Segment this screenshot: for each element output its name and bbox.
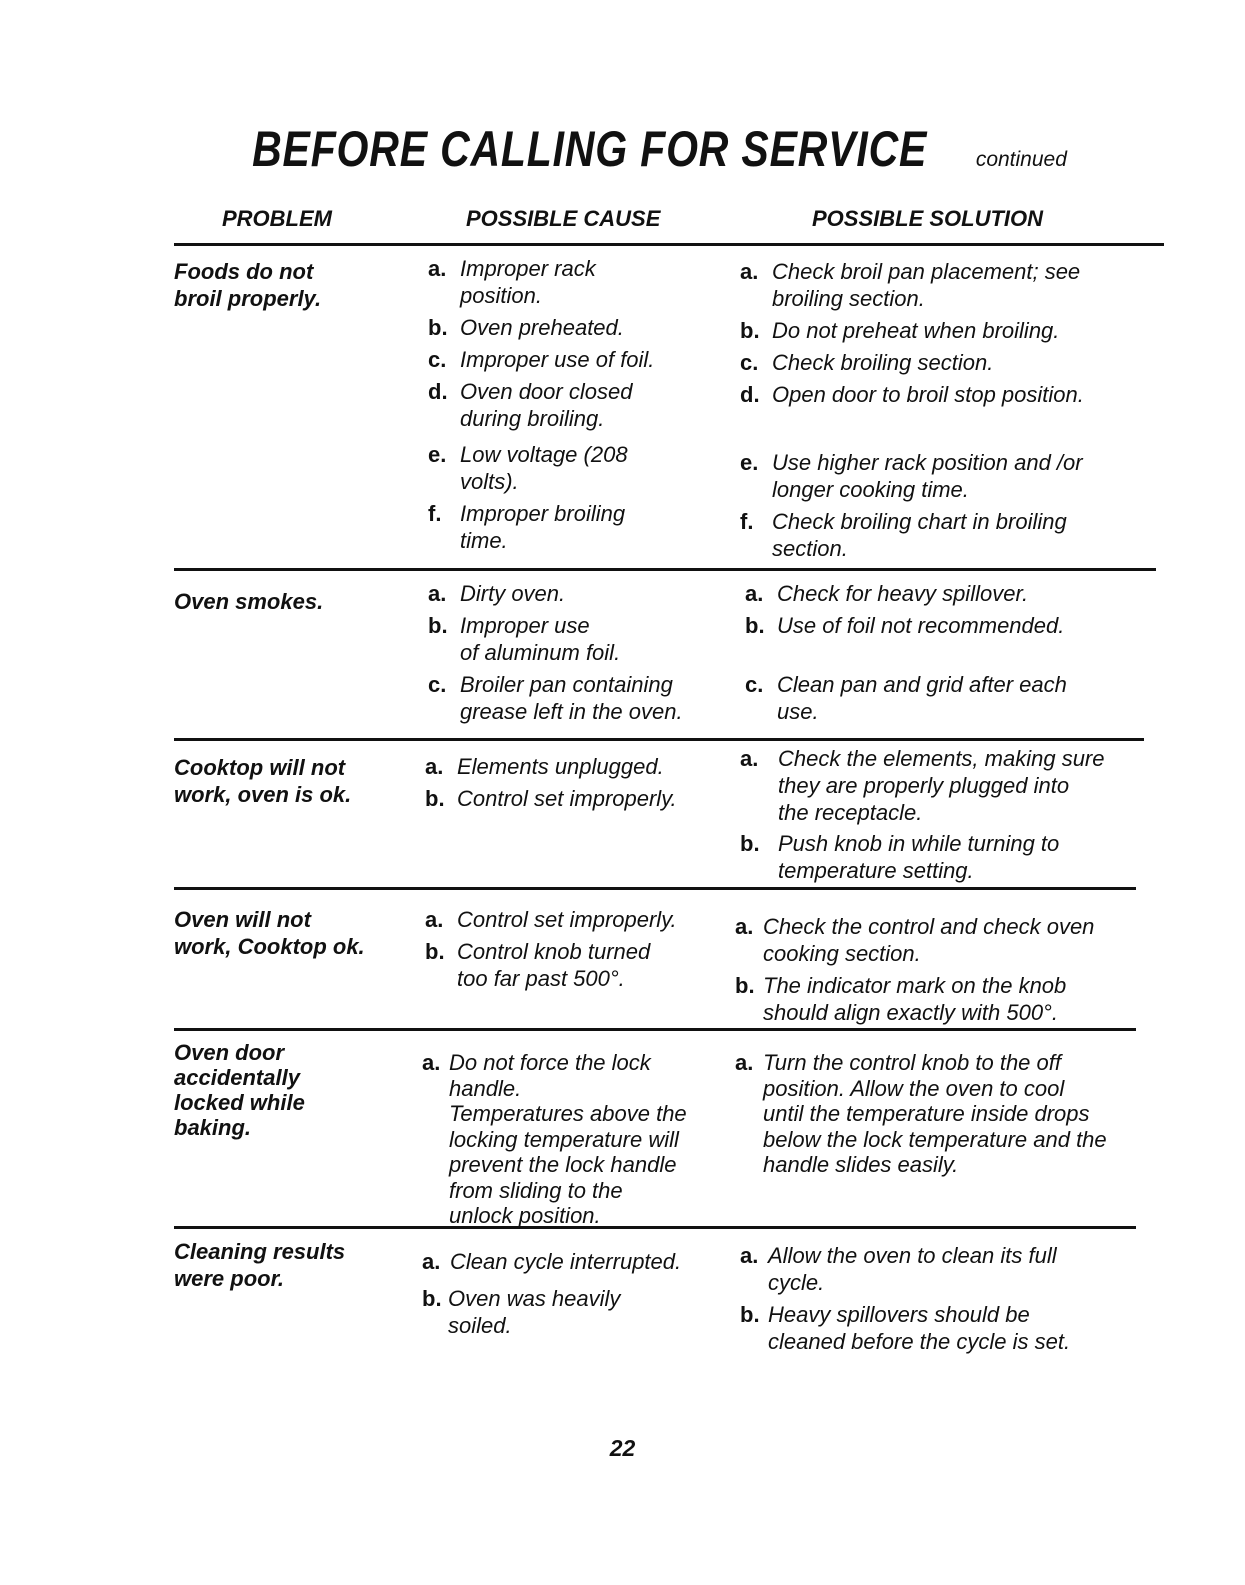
cause-item <box>428 612 728 666</box>
page-number: 22 <box>609 1435 636 1461</box>
item-text: Elements unplugged. <box>457 754 664 779</box>
problem-text: Oven smokes. <box>174 589 324 614</box>
problem-text: Foods do not broil properly. <box>174 259 322 311</box>
divider <box>174 887 1136 890</box>
item-text: Low voltage (208 volts). <box>460 442 628 494</box>
solution-item <box>740 449 1140 503</box>
solution-item <box>745 580 1145 607</box>
item-text: Improper use of aluminum foil. <box>460 613 621 665</box>
cause-list <box>425 906 725 992</box>
solution-item <box>745 612 1145 639</box>
solution-item <box>740 349 1140 376</box>
solution-item <box>740 317 1140 344</box>
item-text: Dirty oven. <box>460 581 566 606</box>
item-text: Allow the oven to clean its full cycle. <box>768 1243 1057 1295</box>
cause-item <box>428 378 728 432</box>
solution-item <box>740 1242 1140 1296</box>
item-text: Heavy spillovers should be cleaned before the cycle is set. <box>768 1302 1071 1354</box>
item-label: b. <box>428 315 448 340</box>
cause-item <box>425 753 725 780</box>
cause-item <box>428 580 728 607</box>
item-label: d. <box>428 379 448 404</box>
solution-list <box>740 258 1140 562</box>
item-text: Control set improperly. <box>457 907 677 932</box>
item-text: Control knob turned too far past 500°. <box>457 939 651 991</box>
problem-text: Oven door accidentally locked while baking. <box>174 1040 305 1140</box>
item-text: Check for heavy spillover. <box>777 581 1029 606</box>
item-label: d. <box>740 382 760 407</box>
item-text: Improper rack position. <box>460 256 596 308</box>
cause-item <box>428 500 728 554</box>
item-text: Oven preheated. <box>460 315 624 340</box>
solution-item <box>735 913 1145 967</box>
solution-item <box>740 1301 1140 1355</box>
title-continued: continued <box>975 148 1067 171</box>
item-text: Clean cycle interrupted. <box>450 1249 682 1274</box>
cause-item <box>425 906 725 933</box>
item-text: Improper use of foil. <box>460 347 655 372</box>
cause-item <box>428 255 728 309</box>
cause-item <box>425 785 725 812</box>
item-label: a. <box>735 1050 754 1075</box>
cause-item <box>425 938 725 992</box>
item-text: Check broil pan placement; see broiling section. <box>772 259 1081 311</box>
item-text: Clean pan and grid after each use. <box>777 672 1067 724</box>
solution-item <box>745 671 1145 725</box>
solution-list <box>745 580 1145 725</box>
solution-item <box>740 381 1140 408</box>
item-label: c. <box>745 672 764 697</box>
item-label: a. <box>422 1249 441 1274</box>
item-text: Oven door closed during broiling. <box>460 379 633 431</box>
item-label: a. <box>428 581 447 606</box>
divider <box>174 243 1164 246</box>
solution-list <box>735 913 1145 1026</box>
cause-list <box>428 580 728 725</box>
cause-list <box>422 1050 722 1229</box>
item-text: Open door to broil stop position. <box>772 382 1084 407</box>
cause-item <box>428 671 728 725</box>
solution-item <box>740 508 1140 562</box>
item-label: a. <box>740 746 759 771</box>
item-text: Oven was heavily soiled. <box>448 1286 621 1338</box>
item-text: Check broiling chart in broiling section. <box>772 509 1067 561</box>
item-label: a. <box>740 1243 759 1268</box>
item-label: a. <box>740 259 759 284</box>
cause-item <box>428 314 728 341</box>
item-label: f. <box>428 501 442 526</box>
item-text: Do not preheat when broiling. <box>772 318 1060 343</box>
item-label: a. <box>735 914 754 939</box>
item-label: b. <box>425 786 445 811</box>
problem-text: Cooktop will not work, oven is ok. <box>174 755 352 807</box>
solution-item <box>735 1050 1155 1178</box>
cause-item <box>428 441 728 495</box>
solution-item <box>740 258 1140 312</box>
cause-item <box>422 1248 722 1275</box>
item-label: c. <box>428 347 447 372</box>
header-solution: POSSIBLE SOLUTION <box>812 206 1044 231</box>
item-label: a. <box>422 1050 441 1075</box>
title-main: BEFORE CALLING FOR SERVICE <box>252 121 928 177</box>
item-label: b. <box>745 613 765 638</box>
divider <box>174 738 1144 741</box>
item-label: a. <box>745 581 764 606</box>
cause-list <box>425 753 725 812</box>
item-text: Check the control and check oven cooking section. <box>763 914 1095 966</box>
item-text: Use of foil not recommended. <box>777 613 1065 638</box>
item-label: b. <box>735 973 755 998</box>
item-label: e. <box>428 442 447 467</box>
item-label: a. <box>428 256 447 281</box>
header-cause: POSSIBLE CAUSE <box>466 206 661 231</box>
solution-list <box>735 1050 1155 1178</box>
item-text: Control set improperly. <box>457 786 677 811</box>
solution-item <box>735 972 1145 1026</box>
cause-item <box>428 346 728 373</box>
problem-text: Cleaning results were poor. <box>174 1239 346 1291</box>
item-text: Push knob in while turning to temperature setting. <box>778 831 1060 883</box>
item-label: a. <box>425 754 444 779</box>
item-text: Broiler pan containing grease left in the oven. <box>460 672 683 724</box>
item-label: b. <box>425 939 445 964</box>
item-label: b. <box>740 1302 760 1327</box>
solution-item <box>740 745 1150 826</box>
item-text: The indicator mark on the knob should align exactly with 500°. <box>763 973 1067 1025</box>
item-text: Improper broiling time. <box>460 501 626 553</box>
solution-list <box>740 1242 1140 1355</box>
item-text: Check broiling section. <box>772 350 994 375</box>
item-label: c. <box>740 350 759 375</box>
solution-list <box>740 745 1150 884</box>
header-problem: PROBLEM <box>222 206 332 231</box>
item-text: Turn the control knob to the off position. Allow the oven to cool until the temperature inside drops below the lock temperature and the handle slides easily. <box>763 1050 1107 1177</box>
item-label: f. <box>740 509 754 534</box>
item-label: c. <box>428 672 447 697</box>
item-label: e. <box>740 450 759 475</box>
item-text: Do not force the lock handle. Temperatures above the locking temperature will prevent the lock handle from sliding to the unlock position. <box>449 1050 687 1228</box>
cause-item <box>422 1050 722 1229</box>
solution-item <box>740 830 1150 884</box>
item-text: Use higher rack position and /or longer cooking time. <box>772 450 1083 502</box>
item-label: b. <box>740 831 760 856</box>
problem-text: Oven will not work, Cooktop ok. <box>174 907 365 959</box>
cause-list <box>422 1248 722 1339</box>
divider <box>174 1028 1136 1031</box>
item-label: b. <box>422 1286 442 1311</box>
cause-item <box>422 1285 722 1339</box>
item-label: a. <box>425 907 444 932</box>
cause-list <box>428 255 728 554</box>
item-label: b. <box>428 613 448 638</box>
item-text: Check the elements, making sure they are properly plugged into the receptacle. <box>778 746 1105 825</box>
page-title <box>0 120 1245 178</box>
divider <box>174 568 1156 571</box>
item-label: b. <box>740 318 760 343</box>
